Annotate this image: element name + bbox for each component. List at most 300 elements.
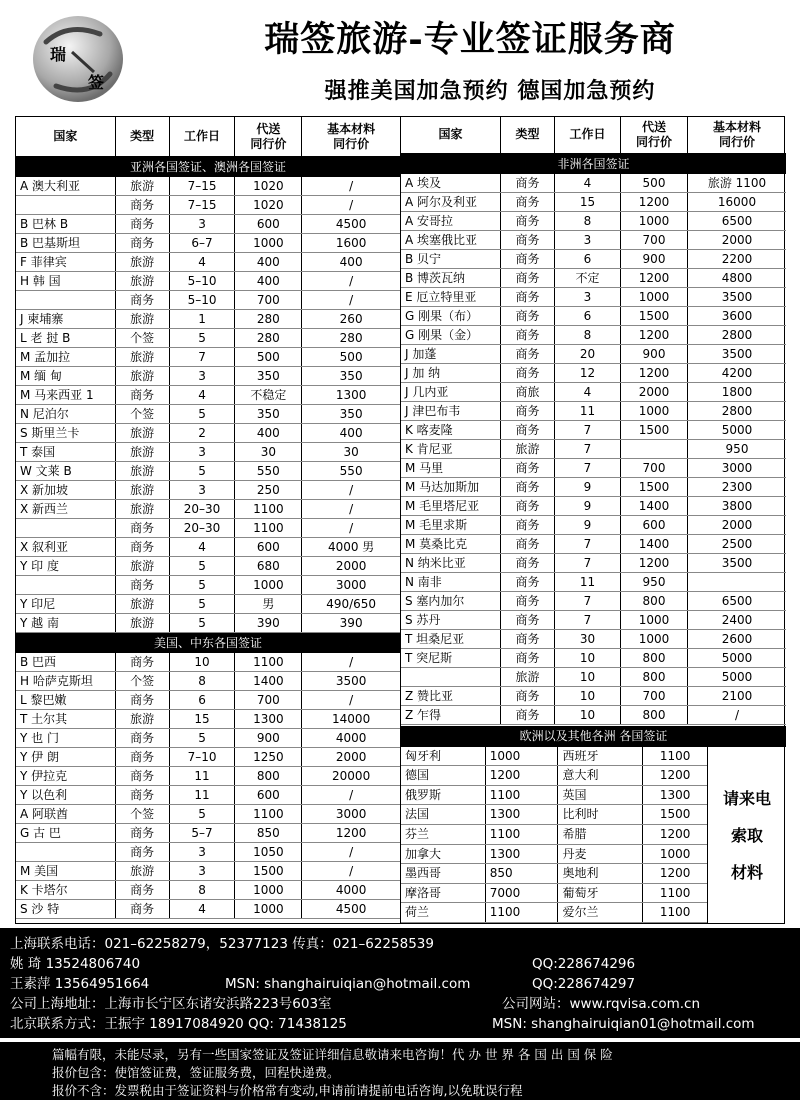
table-row [16, 672, 400, 691]
cell-country: M 莫桑比克 [401, 535, 501, 553]
cell-material-price: 4200 [721, 365, 753, 380]
cell-delivery-price: 700 [235, 691, 302, 709]
cell-workdays: 5 [170, 595, 236, 613]
cell-material-price: 3500 [335, 674, 367, 688]
cell-country [16, 576, 116, 594]
table-row [401, 747, 707, 767]
cell-type: 商务 [501, 611, 555, 629]
cell-type: 商旅 [501, 383, 555, 401]
cell-delivery-price: 1100 [235, 653, 302, 671]
cell-type: 商务 [501, 174, 555, 192]
cell-country: Y 以色利 [16, 786, 116, 804]
cell-delivery-price: 680 [235, 557, 302, 575]
cell-type: 旅游 [116, 557, 170, 575]
table-row [16, 595, 400, 614]
cell-country: M 马里 [401, 459, 501, 477]
cell-workdays: 5 [170, 576, 236, 594]
cell-type: 商务 [116, 519, 170, 537]
cell-workdays: 5–7 [170, 824, 236, 842]
cell-material-price: 400 [339, 426, 363, 440]
table-row [401, 884, 707, 904]
table-row [401, 516, 786, 535]
cell-type: 旅游 [116, 595, 170, 613]
cell-country: 俄罗斯 [401, 786, 486, 805]
cell-delivery-price: 700 [621, 459, 688, 477]
cell-type: 个签 [116, 805, 170, 823]
cell-type: 商务 [501, 459, 555, 477]
cell-country: 奥地利 [558, 864, 643, 883]
cell-workdays: 5 [170, 405, 236, 423]
cell-country: T 突尼斯 [401, 649, 501, 667]
cell-delivery-price: 400 [235, 253, 302, 271]
cell-type: 商务 [501, 250, 555, 268]
cell-material-price: 2500 [721, 536, 753, 551]
beijing-contact: 北京联系方式：王振宇 18917084920 QQ: 71438125 [10, 1016, 347, 1032]
table-row [401, 326, 786, 345]
table-row [16, 614, 400, 633]
cell-country: B 博茨瓦纳 [401, 269, 501, 287]
cell-workdays: 3 [555, 231, 621, 249]
cell-delivery-price: 1000 [621, 611, 688, 629]
cell-delivery-price: 1250 [235, 748, 302, 766]
cell-price: 1200 [486, 766, 559, 785]
cell-material-price: 2600 [721, 631, 753, 646]
table-row [16, 576, 400, 595]
table-row [401, 573, 786, 592]
cell-type: 旅游 [116, 424, 170, 442]
cell-country: N 南非 [401, 573, 501, 591]
cell-workdays: 1 [170, 310, 236, 328]
cell-material-price: 2100 [721, 688, 753, 703]
table-row [401, 269, 786, 288]
footer-note-included: 报价包含：使馆签证费，签证服务费，回程快递费。 [52, 1065, 340, 1080]
cell-workdays: 8 [555, 326, 621, 344]
cell-country: 墨西哥 [401, 864, 486, 883]
cell-delivery-price: 男 [235, 595, 302, 613]
cell-workdays: 3 [555, 288, 621, 306]
cell-delivery-price: 390 [235, 614, 302, 632]
cell-type: 商务 [116, 881, 170, 899]
cell-country: B 巴基斯坦 [16, 234, 116, 252]
cell-material-price: 1200 [335, 826, 367, 840]
cell-country: H 韩 国 [16, 272, 116, 290]
table-row [401, 193, 786, 212]
table-row [16, 500, 400, 519]
cell-country: 摩洛哥 [401, 884, 486, 903]
cell-type: 个签 [116, 329, 170, 347]
cell-material-price: 14000 [332, 712, 371, 726]
table-row [401, 497, 786, 516]
cell-workdays: 5 [170, 729, 236, 747]
cell-country: 丹麦 [558, 845, 643, 864]
footer-notes [0, 1042, 800, 1100]
cell-country: J 加蓬 [401, 345, 501, 363]
cell-price: 1100 [486, 786, 559, 805]
cell-workdays: 10 [170, 653, 236, 671]
cell-delivery-price: 950 [621, 573, 688, 591]
cell-workdays: 7 [170, 348, 236, 366]
cell-workdays: 15 [170, 710, 236, 728]
cell-price: 1300 [486, 845, 559, 864]
table-row [16, 729, 400, 748]
cell-workdays: 3 [170, 443, 236, 461]
cell-material-price: / [734, 707, 740, 722]
cell-material-price: 3800 [721, 498, 753, 513]
cell-country: A 澳大利亚 [16, 177, 116, 195]
note-line: 材料 [730, 863, 763, 883]
section-africa: 非洲各国签证 [401, 154, 786, 174]
cell-delivery-price: 1200 [621, 364, 688, 382]
cell-workdays: 4 [170, 253, 236, 271]
cell-workdays: 7 [555, 535, 621, 553]
table-row [16, 177, 400, 196]
cell-country: A 埃及 [401, 174, 501, 192]
cell-country: 加拿大 [401, 845, 486, 864]
cell-country: N 纳米比亚 [401, 554, 501, 572]
cell-type: 商务 [116, 729, 170, 747]
cell-delivery-price: 1000 [235, 234, 302, 252]
cell-workdays: 6–7 [170, 234, 236, 252]
visa-price-table [15, 116, 785, 924]
table-row [16, 272, 400, 291]
cell-country: X 新西兰 [16, 500, 116, 518]
cell-material-price: 350 [339, 407, 363, 421]
cell-material-price [688, 573, 786, 591]
cell-workdays: 3 [170, 481, 236, 499]
cell-type: 商务 [116, 386, 170, 404]
company-website-link[interactable]: 公司网站：www.rqvisa.com.cn [502, 996, 700, 1012]
cell-price: 1100 [659, 905, 691, 920]
cell-material-price: 2800 [721, 327, 753, 342]
table-row [401, 786, 707, 806]
cell-type: 旅游 [501, 668, 555, 686]
col-type: 类型 [501, 117, 555, 153]
note-line: 请来电 [722, 789, 771, 809]
cell-delivery-price: 400 [235, 272, 302, 290]
cell-workdays: 7–15 [170, 177, 236, 195]
cell-material-price: 4000 男 [327, 540, 375, 554]
col-country: 国家 [16, 117, 116, 156]
cell-type: 商务 [116, 767, 170, 785]
cell-material-price: 550 [339, 464, 363, 478]
table-row [401, 554, 786, 573]
contact-for-materials-note [708, 747, 786, 923]
cell-material-price: 5000 [721, 422, 753, 437]
qq-yao-qi: QQ:228674296 [532, 956, 636, 972]
cell-material-price: 1800 [721, 384, 753, 399]
cell-type: 旅游 [116, 272, 170, 290]
cell-workdays: 11 [170, 786, 236, 804]
cell-country: A 安哥拉 [401, 212, 501, 230]
cell-type: 旅游 [116, 310, 170, 328]
cell-type: 商务 [501, 364, 555, 382]
msn-shanghai[interactable]: MSN: shanghairuiqian@hotmail.com [225, 976, 471, 992]
cell-workdays: 2 [170, 424, 236, 442]
cell-country: S 苏丹 [401, 611, 501, 629]
cell-type: 商务 [501, 687, 555, 705]
table-row [401, 649, 786, 668]
cell-price: 1200 [659, 866, 691, 881]
table-row [401, 845, 707, 865]
table-row [16, 424, 400, 443]
cell-country: 荷兰 [401, 903, 486, 922]
table-row [401, 250, 786, 269]
cell-country: 葡萄牙 [558, 884, 643, 903]
cell-type: 旅游 [116, 481, 170, 499]
cell-country [16, 291, 116, 309]
cell-material-price: 3000 [335, 807, 367, 821]
cell-workdays: 4 [170, 900, 236, 918]
table-row [16, 900, 400, 919]
cell-material-price: 5000 [721, 650, 753, 665]
cell-country: L 黎巴嫩 [16, 691, 116, 709]
cell-country: G 古 巴 [16, 824, 116, 842]
cell-material-price: 260 [339, 312, 363, 326]
cell-country: Y 伊 朗 [16, 748, 116, 766]
table-row [401, 383, 786, 402]
cell-material-price: 400 [339, 255, 363, 269]
cell-type: 商务 [501, 478, 555, 496]
cell-delivery-price: 250 [235, 481, 302, 499]
cell-delivery-price: 1050 [235, 843, 302, 861]
cell-material-price: 2000 [721, 517, 753, 532]
section-america-middle-east: 美国、中东各国签证 [16, 633, 400, 653]
cell-workdays: 9 [555, 516, 621, 534]
table-row [16, 881, 400, 900]
cell-type: 旅游 [116, 862, 170, 880]
cell-type: 旅游 [116, 462, 170, 480]
table-row [401, 421, 786, 440]
table-row [16, 748, 400, 767]
africa-rows [401, 174, 786, 725]
cell-material-price: 5000 [721, 669, 753, 684]
table-row [401, 288, 786, 307]
table-row [401, 364, 786, 383]
table-row [16, 843, 400, 862]
cell-delivery-price: 900 [235, 729, 302, 747]
cell-delivery-price: 1200 [621, 326, 688, 344]
cell-price: 850 [486, 864, 559, 883]
cell-delivery-price: 500 [235, 348, 302, 366]
cell-delivery-price: 1000 [235, 900, 302, 918]
table-row [401, 174, 786, 193]
cell-material-price: 20000 [332, 769, 371, 783]
cell-workdays: 10 [555, 668, 621, 686]
table-row [401, 345, 786, 364]
table-row [401, 611, 786, 630]
table-row [16, 234, 400, 253]
table-row [16, 462, 400, 481]
cell-type: 商务 [501, 421, 555, 439]
table-row [401, 805, 707, 825]
cell-country: X 叙利亚 [16, 538, 116, 556]
cell-delivery-price: 1500 [621, 307, 688, 325]
cell-country: M 美国 [16, 862, 116, 880]
cell-material-price: 350 [339, 369, 363, 383]
right-table [401, 117, 786, 923]
cell-type: 商务 [116, 538, 170, 556]
cell-material-price: 3600 [721, 308, 753, 323]
cell-material-price: 490/650 [326, 597, 377, 611]
cell-delivery-price: 600 [621, 516, 688, 534]
cell-workdays: 11 [555, 573, 621, 591]
cell-delivery-price: 800 [621, 592, 688, 610]
cell-delivery-price: 700 [621, 687, 688, 705]
cell-price: 1100 [486, 825, 559, 844]
cell-delivery-price: 800 [621, 706, 688, 724]
table-row [401, 231, 786, 250]
cell-material-price: 2000 [335, 750, 367, 764]
cell-material-price: / [349, 179, 354, 193]
table-row [401, 440, 786, 459]
cell-type: 商务 [501, 307, 555, 325]
table-row [16, 786, 400, 805]
cell-workdays: 10 [555, 649, 621, 667]
cell-delivery-price: 不稳定 [235, 386, 302, 404]
cell-country [16, 196, 116, 214]
cell-material-price: 4800 [721, 270, 753, 285]
cell-price: 1500 [659, 807, 691, 822]
cell-country: K 卡塔尔 [16, 881, 116, 899]
cell-workdays: 30 [555, 630, 621, 648]
table-row [16, 557, 400, 576]
cell-type: 旅游 [116, 253, 170, 271]
cell-workdays: 20–30 [170, 500, 236, 518]
cell-material-price: 3000 [335, 578, 367, 592]
cell-workdays: 6 [555, 250, 621, 268]
cell-delivery-price: 600 [235, 538, 302, 556]
cell-material-price: / [349, 293, 354, 307]
table-row [16, 481, 400, 500]
cell-delivery-price: 1000 [621, 212, 688, 230]
cell-delivery-price: 1020 [235, 177, 302, 195]
cell-workdays: 5 [170, 329, 236, 347]
cell-workdays: 10 [555, 706, 621, 724]
table-row [401, 535, 786, 554]
cell-delivery-price: 30 [235, 443, 302, 461]
cell-workdays: 6 [170, 691, 236, 709]
cell-delivery-price: 350 [235, 405, 302, 423]
cell-type: 旅游 [116, 443, 170, 461]
cell-delivery-price: 1500 [621, 421, 688, 439]
table-row [401, 212, 786, 231]
section-europe-other: 欧洲以及其他各洲 各国签证 [401, 726, 786, 746]
table-row [16, 710, 400, 729]
cell-country: Z 乍得 [401, 706, 501, 724]
page-title: 瑞签旅游-专业签证服务商 [264, 19, 676, 60]
table-row [401, 825, 707, 845]
cell-material-price: 1300 [335, 388, 367, 402]
cell-delivery-price: 1020 [235, 196, 302, 214]
table-row [16, 519, 400, 538]
cell-delivery-price: 1400 [621, 535, 688, 553]
cell-country [401, 668, 501, 686]
cell-material-price: / [349, 502, 354, 516]
table-row [401, 864, 707, 884]
cell-delivery-price: 280 [235, 310, 302, 328]
footer-note-limited: 篇幅有限，未能尽录，另有一些国家签证及签证详细信息敬请来电咨询！代 办 世 界 各 国 出 国 保 险 [52, 1047, 613, 1062]
contact-info [0, 928, 800, 1038]
cell-country: 英国 [558, 786, 643, 805]
cell-material-price: 2000 [721, 232, 753, 247]
cell-delivery-price: 1300 [235, 710, 302, 728]
cell-delivery-price: 1100 [235, 805, 302, 823]
cell-workdays: 6 [555, 307, 621, 325]
cell-country: M 马达加斯加 [401, 478, 501, 496]
cell-delivery-price: 1000 [621, 630, 688, 648]
cell-material-price: 4500 [335, 217, 367, 231]
cell-workdays: 5 [170, 557, 236, 575]
cell-material-price: 950 [725, 441, 749, 456]
table-row [16, 215, 400, 234]
cell-type: 商务 [501, 592, 555, 610]
cell-material-price: / [349, 274, 354, 288]
cell-delivery-price: 1000 [235, 881, 302, 899]
cell-workdays: 8 [170, 672, 236, 690]
shanghai-phone-fax: 上海联系电话：021–62258279，52377123 传真：021–62258539 [10, 936, 434, 952]
col-workdays: 工作日 [555, 117, 621, 153]
cell-type: 商务 [501, 516, 555, 534]
cell-workdays: 12 [555, 364, 621, 382]
table-row [401, 630, 786, 649]
cell-country: L 老 挝 B [16, 329, 116, 347]
cell-delivery-price: 1400 [621, 497, 688, 515]
cell-type: 商务 [116, 786, 170, 804]
cell-country: K 肯尼亚 [401, 440, 501, 458]
asia-oceania-rows [16, 177, 400, 633]
cell-workdays: 3 [170, 862, 236, 880]
cell-material-price: 30 [343, 445, 359, 459]
col-workdays: 工作日 [170, 117, 236, 156]
left-table-header [16, 117, 400, 157]
table-row [16, 767, 400, 786]
cell-workdays: 9 [555, 478, 621, 496]
cell-type: 旅游 [116, 500, 170, 518]
cell-country: B 巴西 [16, 653, 116, 671]
cell-workdays: 7–10 [170, 748, 236, 766]
cell-workdays: 8 [170, 881, 236, 899]
table-row [401, 478, 786, 497]
cell-material-price: 6500 [721, 213, 753, 228]
cell-country: T 土尔其 [16, 710, 116, 728]
cell-country: Y 伊拉克 [16, 767, 116, 785]
cell-type: 商务 [501, 630, 555, 648]
cell-material-price: 4000 [335, 731, 367, 745]
cell-country: N 尼泊尔 [16, 405, 116, 423]
logo-char: 签 [88, 73, 105, 92]
cell-workdays: 8 [555, 212, 621, 230]
cell-material-price: / [349, 845, 354, 859]
cell-country: M 缅 甸 [16, 367, 116, 385]
cell-price: 1000 [486, 747, 559, 766]
cell-country: J 津巴布韦 [401, 402, 501, 420]
table-row [401, 687, 786, 706]
cell-type: 商务 [501, 212, 555, 230]
cell-type: 商务 [116, 824, 170, 842]
table-row [16, 538, 400, 557]
cell-workdays: 不定 [555, 269, 621, 287]
cell-delivery-price: 850 [235, 824, 302, 842]
table-row [16, 653, 400, 672]
cell-delivery-price: 700 [621, 231, 688, 249]
cell-price: 1300 [659, 787, 691, 802]
msn-beijing[interactable]: MSN: shanghairuiqian01@hotmail.com [492, 1016, 755, 1032]
table-row [16, 386, 400, 405]
cell-material-price: / [349, 521, 354, 535]
cell-type: 旅游 [116, 367, 170, 385]
contact-wang-suping: 王素萍 13564951664 [10, 976, 150, 992]
cell-country: S 塞内加尔 [401, 592, 501, 610]
